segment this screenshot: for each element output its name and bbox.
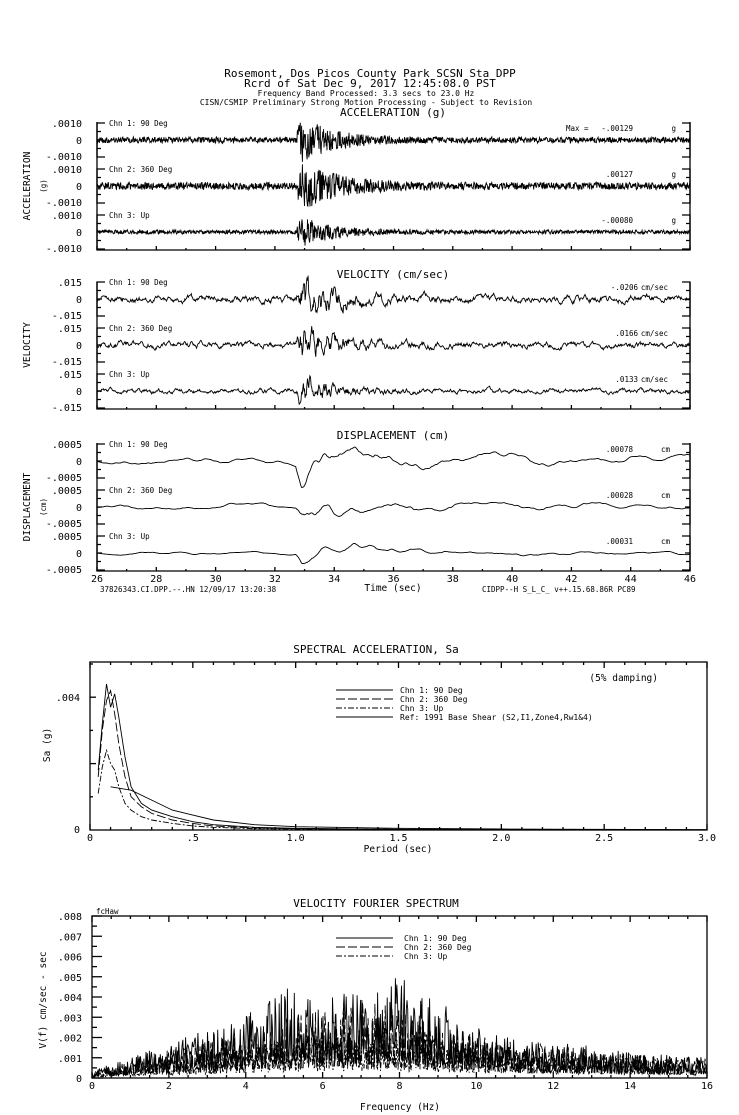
x-tick-label: 44 <box>624 574 637 585</box>
velocity-panel <box>97 276 690 409</box>
x-tick-label: 14 <box>624 1081 637 1092</box>
damping-note: (5% damping) <box>589 673 658 684</box>
x-tick-label: 6 <box>319 1081 326 1092</box>
y-tick-label: 0 <box>75 295 82 306</box>
x-tick-label: 2.0 <box>492 833 511 844</box>
trace-velocity-chn1 <box>97 276 690 313</box>
y-axis-unit: (g) <box>39 179 48 193</box>
y-tick-label: .007 <box>57 932 82 944</box>
plot-frame <box>97 443 690 571</box>
y-tick-label: 0 <box>75 1074 82 1085</box>
y-tick-label: -.015 <box>51 311 82 322</box>
y-tick-label: .0010 <box>51 211 82 222</box>
fourier-curve-2 <box>92 1002 707 1077</box>
channel-label: Chn 3: Up <box>109 370 150 379</box>
peak-value: .0166 <box>615 329 638 338</box>
y-tick-label: 0 <box>75 503 82 514</box>
y-tick-label: 0 <box>75 136 82 147</box>
x-tick-label: 2.5 <box>595 833 614 844</box>
y-tick-label: .015 <box>57 278 82 289</box>
sa-plot-frame <box>90 662 707 830</box>
x-tick-label: 10 <box>470 1081 483 1092</box>
y-axis-bracket-right <box>682 536 690 570</box>
peak-unit: g <box>671 170 676 179</box>
x-tick-label: 34 <box>328 574 341 585</box>
peak-unit: cm/sec <box>640 283 668 292</box>
sa-title: SPECTRAL ACCELERATION, Sa <box>293 643 459 656</box>
y-tick-label: -.0005 <box>45 473 82 484</box>
station-title: Rosemont, Dos Picos County Park SCSN Sta DPP <box>224 67 516 80</box>
x-tick-label: 16 <box>700 1081 714 1092</box>
x-axis-label: Time (sec) <box>364 583 422 594</box>
y-tick-label: 0 <box>75 457 82 468</box>
y-tick-label: .015 <box>57 324 82 335</box>
acceleration-title: ACCELERATION (g) <box>340 106 446 119</box>
y-tick-label: -.015 <box>51 403 82 414</box>
y-axis-label: V(f) cm/sec - sec <box>38 951 49 1049</box>
frequency-band: Frequency Band Processed: 3.3 secs to 23.0 Hz <box>257 89 475 98</box>
peak-unit: cm <box>660 445 670 454</box>
trace-displacement-chn3 <box>97 544 690 564</box>
sa-curve-3 <box>98 750 707 830</box>
x-tick-label: 42 <box>565 574 578 585</box>
x-tick-label: 4 <box>242 1081 249 1092</box>
y-tick-label: .0010 <box>51 165 82 176</box>
displacement-panel <box>97 443 690 571</box>
legend-label: Chn 3: Up <box>400 704 444 713</box>
corner-label: fcHaw <box>96 907 119 916</box>
y-tick-label: -.015 <box>51 357 82 368</box>
y-tick-label: .002 <box>57 1033 82 1045</box>
peak-unit: g <box>671 124 676 133</box>
x-tick-label: 38 <box>446 574 459 585</box>
velocity-title: VELOCITY (cm/sec) <box>336 268 450 281</box>
y-tick-label: .008 <box>57 912 82 923</box>
channel-label: Chn 1: 90 Deg <box>109 278 168 287</box>
x-tick-label: .5 <box>186 833 199 844</box>
x-tick-label: 8 <box>396 1081 403 1092</box>
y-tick-label: 0 <box>75 387 82 398</box>
y-tick-label: .015 <box>57 370 82 381</box>
y-tick-label: .003 <box>57 1013 82 1025</box>
peak-value: .0133 <box>615 375 638 384</box>
y-axis-bracket-right <box>682 374 690 408</box>
x-tick-label: 3.0 <box>697 833 717 844</box>
x-tick-label: 2 <box>165 1081 172 1092</box>
peak-unit: cm <box>660 537 670 546</box>
y-axis-unit: (cm) <box>39 497 48 517</box>
y-tick-label: .0005 <box>51 440 82 451</box>
y-axis-label: DISPLACEMENT <box>22 472 33 542</box>
y-tick-label: 0 <box>75 182 82 193</box>
legend-label: Chn 2: 360 Deg <box>400 695 468 704</box>
acceleration-panel <box>97 122 690 250</box>
peak-value: .00031 <box>605 537 633 546</box>
channel-label: Chn 1: 90 Deg <box>109 440 168 449</box>
peak-value: -.0206 <box>610 283 638 292</box>
y-axis-label: Sa (g) <box>42 727 53 763</box>
x-tick-label: 28 <box>150 574 163 585</box>
x-tick-label: 0 <box>88 1081 96 1092</box>
peak-value: -.00129 <box>601 124 633 133</box>
peak-unit: cm/sec <box>640 375 668 384</box>
y-tick-label: 0 <box>73 825 80 836</box>
x-tick-label: 1.0 <box>286 833 305 844</box>
trace-acceleration-chn2 <box>97 164 690 206</box>
channel-label: Chn 1: 90 Deg <box>109 119 168 128</box>
y-tick-label: 0 <box>75 549 82 560</box>
sa-curve-4 <box>111 787 707 830</box>
y-axis-bracket-right <box>682 444 690 478</box>
peak-unit: g <box>671 216 676 225</box>
x-tick-label: 12 <box>547 1081 560 1092</box>
max-prefix: Max = <box>566 124 589 133</box>
peak-value: .00078 <box>605 445 633 454</box>
legend-label: Chn 1: 90 Deg <box>404 934 467 943</box>
peak-value: .00028 <box>605 491 633 500</box>
y-tick-label: .0010 <box>51 119 82 130</box>
x-tick-label: 32 <box>268 574 281 585</box>
x-axis-label: Frequency (Hz) <box>359 1102 441 1113</box>
y-axis-label: VELOCITY <box>22 322 33 368</box>
x-tick-label: 40 <box>506 574 519 585</box>
y-tick-label: -.0010 <box>45 198 82 209</box>
channel-label: Chn 2: 360 Deg <box>109 165 173 174</box>
y-tick-label: .004 <box>55 693 80 705</box>
y-tick-label: 0 <box>75 228 82 239</box>
trace-displacement-chn1 <box>97 447 690 487</box>
x-tick-label: 30 <box>209 574 222 585</box>
y-tick-label: -.0005 <box>45 565 82 576</box>
y-axis-label: ACCELERATION <box>22 151 33 221</box>
y-tick-label: -.0010 <box>45 244 82 255</box>
channel-label: Chn 3: Up <box>109 211 150 220</box>
y-tick-label: 0 <box>75 341 82 352</box>
legend-label: Chn 2: 360 Deg <box>404 943 472 952</box>
x-tick-label: 26 <box>90 574 104 585</box>
record-date: Rcrd of Sat Dec 9, 2017 12:45:08.0 PST <box>244 77 496 90</box>
channel-label: Chn 3: Up <box>109 532 150 541</box>
channel-label: Chn 2: 360 Deg <box>109 324 173 333</box>
x-tick-label: 0 <box>86 833 94 844</box>
displacement-title: DISPLACEMENT (cm) <box>336 429 450 442</box>
x-tick-label: 46 <box>683 574 697 585</box>
x-tick-label: 36 <box>387 574 400 585</box>
y-tick-label: .004 <box>57 993 82 1004</box>
peak-unit: cm <box>660 491 670 500</box>
channel-label: Chn 2: 360 Deg <box>109 486 173 495</box>
legend-label: Ref: 1991 Base Shear (S2,I1,Zone4,Rw1&4) <box>400 713 593 722</box>
y-tick-label: .0005 <box>51 486 82 497</box>
y-tick-label: -.0005 <box>45 519 82 530</box>
trace-displacement-chn2 <box>97 503 690 517</box>
trace-velocity-chn3 <box>97 376 690 405</box>
y-tick-label: .0005 <box>51 532 82 543</box>
legend-label: Chn 3: Up <box>404 952 448 961</box>
record-id: 37826343.CI.DPP.--.HN 12/09/17 13:20:38 <box>100 585 277 594</box>
y-tick-label: .006 <box>57 952 82 964</box>
fourier-title: VELOCITY FOURIER SPECTRUM <box>293 897 459 910</box>
y-axis-bracket-right <box>682 490 690 524</box>
y-tick-label: -.0010 <box>45 152 82 163</box>
y-tick-label: .001 <box>57 1053 82 1065</box>
x-tick-label: 1.5 <box>389 833 408 844</box>
peak-unit: cm/sec <box>640 329 668 338</box>
peak-value: .00127 <box>605 170 633 179</box>
peak-value: -.00080 <box>601 216 633 225</box>
y-tick-label: .005 <box>57 972 82 984</box>
x-axis-label: Period (sec) <box>363 844 433 855</box>
trace-velocity-chn2 <box>97 326 690 357</box>
legend-label: Chn 1: 90 Deg <box>400 686 463 695</box>
processing-note: CISN/CSMIP Preliminary Strong Motion Processing - Subject to Revision <box>199 98 533 107</box>
processing-id: CIDPP--H S_L_C_ v++.15.68.86R PC89 <box>482 585 636 594</box>
y-axis-bracket <box>97 444 105 478</box>
